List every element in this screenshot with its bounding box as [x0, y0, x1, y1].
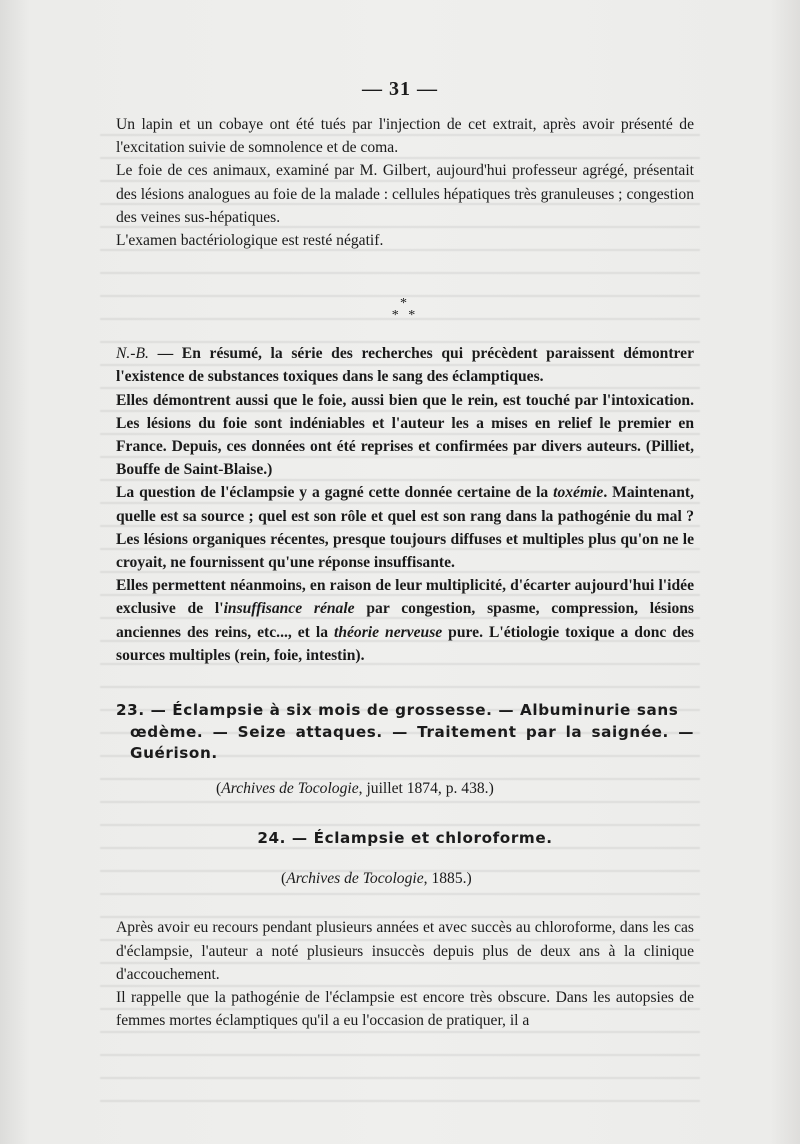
paragraph-pathogeny: Il rappelle que la pathogénie de l'éclampsie est encore très obscure. Dans les autopsies de femmes mortes éclamptiques qu'il a eu l'occasion de pratiquer, il a [116, 989, 694, 1030]
paragraph-liver: Elles démontrent aussi que le foie, aussi bien que le rein, est touché par l'intoxication. Les lésions du foie sont indéniables et l'auteur les a mises en relief le premier en France. Depuis, ces données ont été reprises et confirmées par divers auteurs. (Pilliet, Bouffe de Saint-Blaise.) [116, 391, 694, 479]
toxemia-italic: toxémie [553, 484, 604, 502]
toxemia-text-a: La question de l'éclampsie y a gagné cette donnée certaine de la [116, 484, 554, 502]
paragraph-2: Le foie de ces animaux, examiné par M. Gilbert, aujourd'hui professeur agrégé, présentait des lésions analogues au foie de la malade : cellules hépatiques très granuleuses ; congestion des veines sus-hépatiques. [116, 162, 694, 226]
section-23-title-cont: œdème. — Seize attaques. — Traitement par la saignée. — Guérison. [130, 722, 694, 763]
page-body [116, 113, 694, 1032]
section-23-heading [116, 700, 694, 765]
section-23-title: — Éclampsie à six mois de grossesse. — Albuminurie sans [150, 701, 679, 720]
nb-label: N.-B. [116, 345, 149, 363]
paragraph-1: Un lapin et un cobaye ont été tués par l'injection de cet extrait, après avoir présenté de l'excitation suivie de somnolence et de coma. [116, 116, 694, 157]
paragraph-3: L'examen bactériologique est resté négatif. [116, 232, 384, 250]
section-24-citation [116, 867, 694, 890]
etiology-text-c: pure. L'étiologie toxique a donc des sources multiples (rein, foie, intestin). [116, 623, 694, 664]
asterism-separator: * * * [391, 296, 419, 324]
cite-24-journal: Archives de Tocologie [286, 870, 424, 888]
cite-23-rest: , juillet 1874, p. 438.) [358, 779, 494, 797]
cite-24-open: ( [281, 870, 287, 888]
section-23-number: 23. [116, 701, 145, 720]
cite-24-rest: , 1885.) [423, 870, 472, 888]
paragraph-toxemia [116, 481, 694, 574]
etiology-text-a: Elles permettent néanmoins, en raison de leur multiplicité, d'écarter aujourd'hui l'idée exclusive de l' [116, 577, 694, 618]
etiology-italic-nervous: théorie nerveuse [333, 623, 443, 641]
toxemia-text-b: . Maintenant, quelle est sa source ; quel est son rôle et quel est son rang dans la pathogénie du mal ? Les lésions organiques récentes, presque toujours diffuses et multiples plus qu'on ne le croyait, ne fournissent qu'une réponse insuffisante. [116, 484, 694, 572]
nb-paragraph [116, 342, 694, 388]
paragraph-chloroform: Après avoir eu recours pendant plusieurs années et avec succès au chloroforme, dans les cas d'éclampsie, l'auteur a noté plusieurs insuccès depuis plus de deux ans à la clinique d'accouchement. [116, 919, 694, 983]
nb-text: — En résumé, la série des recherches qui précèdent paraissent démontrer l'existence de substances toxiques dans le sang des éclamptiques. [116, 345, 694, 386]
etiology-text-b: par congestion, spasme, compression, lésions anciennes des reins, etc..., et la [116, 600, 694, 641]
etiology-italic-renal: insuffisance rénale [223, 600, 355, 618]
section-23-citation [116, 777, 694, 800]
cite-23-journal: Archives de Tocologie [221, 779, 359, 797]
cite-23-open: ( [216, 779, 222, 797]
section-24-heading: 24. — Éclampsie et chloroforme. [257, 828, 553, 847]
page-number: — 31 — [362, 78, 438, 100]
paragraph-etiology [116, 574, 694, 667]
